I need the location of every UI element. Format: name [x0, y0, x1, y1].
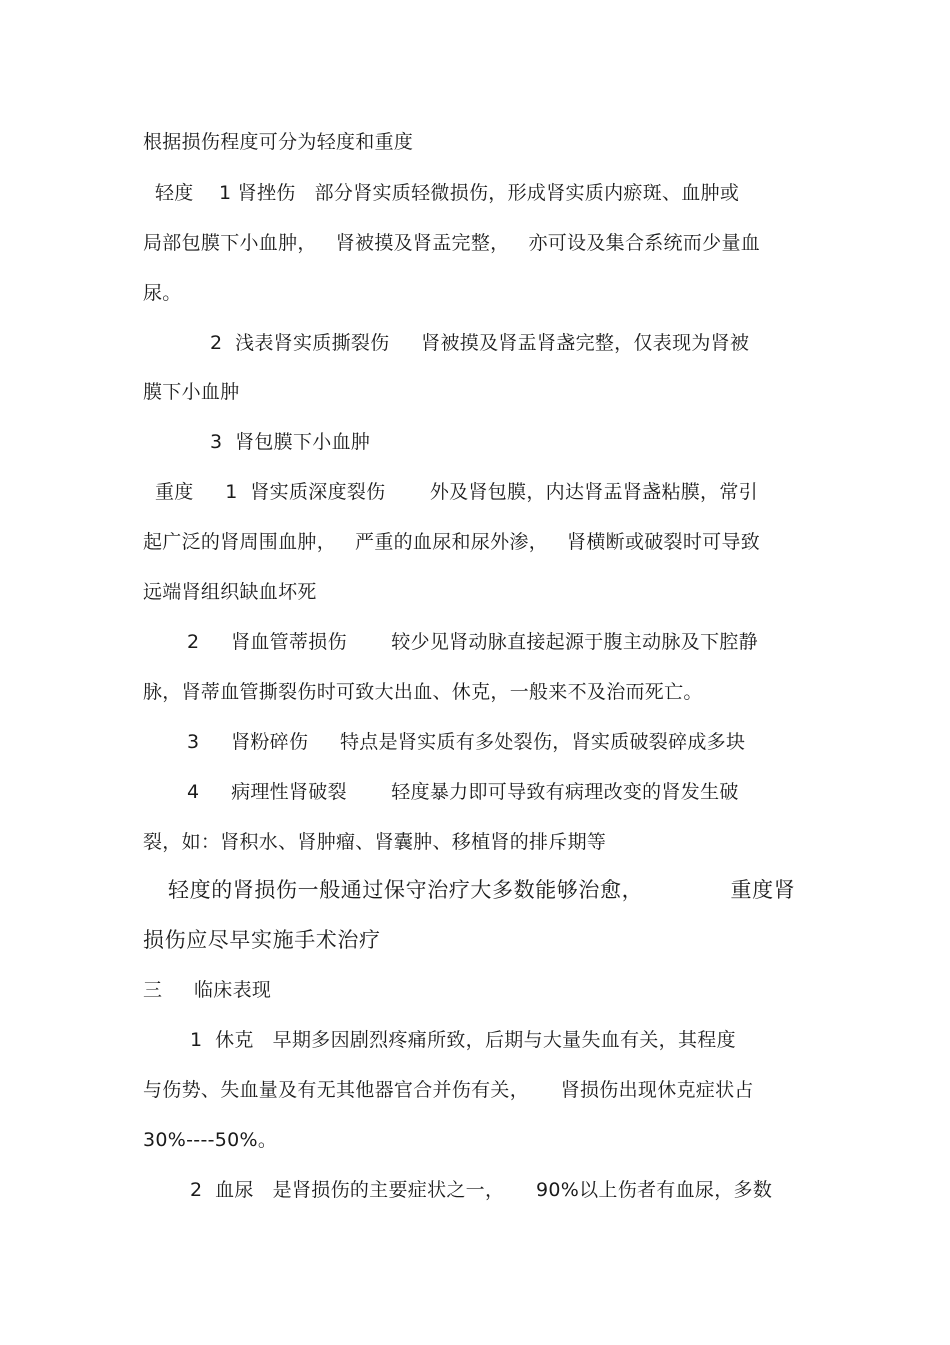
paragraph-line-4: 尿。 — [143, 282, 182, 304]
paragraph-line-3: 局部包膜下小血肿， 肾被摸及肾盂完整， 亦可设及集合系统而少量血 — [143, 232, 761, 254]
paragraph-line-21: 30%----50%。 — [143, 1129, 278, 1151]
paragraph-line-1: 根据损伤程度可分为轻度和重度 — [143, 131, 414, 153]
paragraph-line-12: 脉，肾蒂血管撕裂伤时可致大出血、休克，一般来不及治而死亡。 — [143, 681, 703, 703]
paragraph-line-17: 损伤应尽早实施手术治疗 — [143, 928, 381, 952]
paragraph-line-7: 3 肾包膜下小血肿 — [210, 431, 371, 453]
paragraph-line-10: 远端肾组织缺血坏死 — [143, 581, 317, 603]
paragraph-line-14: 4 病理性肾破裂 轻度暴力即可导致有病理改变的肾发生破 — [187, 781, 739, 803]
section-heading: 三 临床表现 — [143, 979, 272, 1001]
paragraph-line-15: 裂，如：肾积水、肾肿瘤、肾囊肿、移植肾的排斥期等 — [143, 831, 607, 853]
paragraph-line-5: 2 浅表肾实质撕裂伤 肾被摸及肾盂肾盏完整，仅表现为肾被 — [210, 332, 750, 354]
paragraph-line-13: 3 肾粉碎伤 特点是肾实质有多处裂伤，肾实质破裂碎成多块 — [187, 731, 746, 753]
paragraph-line-20: 与伤势、失血量及有无其他器官合并伤有关， 肾损伤出现休克症状占 — [143, 1079, 754, 1101]
paragraph-line-6: 膜下小血肿 — [143, 381, 240, 403]
paragraph-line-19: 1 休克 早期多因剧烈疼痛所致，后期与大量失血有关，其程度 — [190, 1029, 736, 1051]
paragraph-line-16: 轻度的肾损伤一般通过保守治疗大多数能够治愈， 重度肾 — [168, 878, 796, 902]
paragraph-line-9: 起广泛的肾周围血肿， 严重的血尿和尿外渗， 肾横断或破裂时可导致 — [143, 531, 761, 553]
paragraph-line-8: 重度 1 肾实质深度裂伤 外及肾包膜，内达肾盂肾盏粘膜，常引 — [155, 481, 758, 503]
paragraph-line-22: 2 血尿 是肾损伤的主要症状之一， 90%以上伤者有血尿，多数 — [190, 1179, 773, 1201]
paragraph-line-11: 2 肾血管蒂损伤 较少见肾动脉直接起源于腹主动脉及下腔静 — [187, 631, 758, 653]
paragraph-line-2: 轻度 1 肾挫伤 部分肾实质轻微损伤，形成肾实质内瘀斑、血肿或 — [155, 182, 740, 204]
